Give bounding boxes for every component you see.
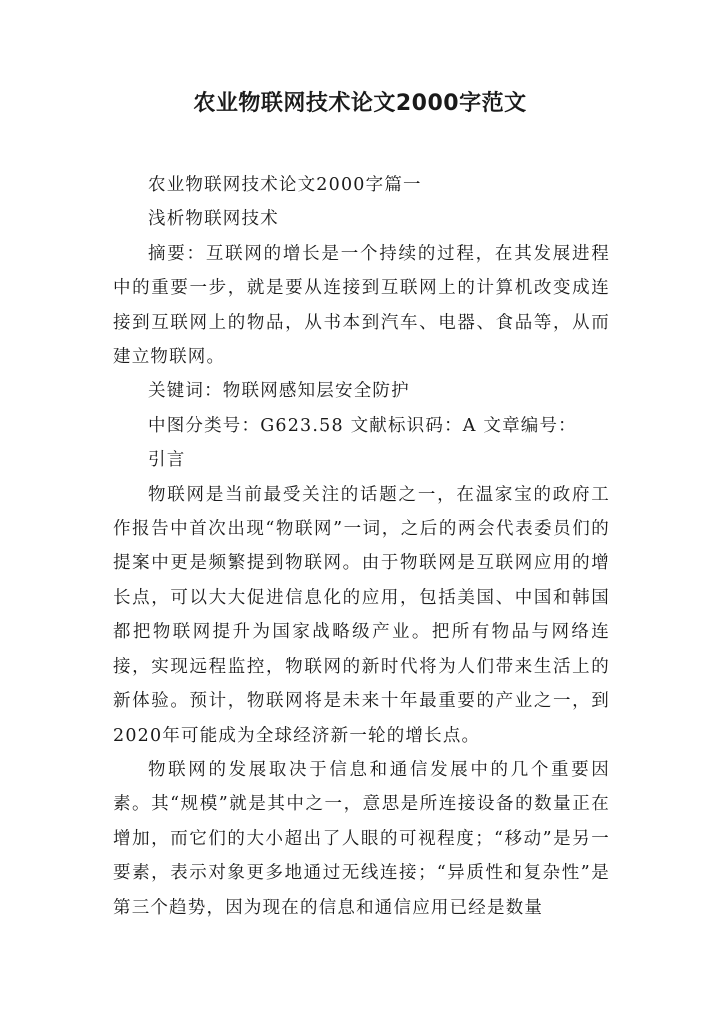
paragraph-introduction-heading: 引言 (148, 450, 186, 471)
document-body (113, 168, 610, 925)
paragraph-body: 物联网的发展取决于信息和通信发展中的几个重要因素。其“规模”就是其中之一，意思是所连接设备的数量正在增加，而它们的大小超出了人眼的可视程度；“移动”是另一要素，表示对象更多地通过无线连接；“异质性和复杂性”是第三个趋势，因为现在的信息和通信应用已经是数量 (113, 759, 610, 918)
paragraph-classification: 中图分类号：G623.58 文献标识码：A 文章编号： (148, 415, 577, 436)
paragraph-subtitle: 浅析物联网技术 (148, 209, 279, 230)
paragraph-heading: 农业物联网技术论文2000字篇一 (148, 175, 422, 195)
paragraph-abstract: 摘要：互联网的增长是一个持续的过程，在其发展进程中的重要一步，就是要从连接到互联网上的计算机改变成连接到互联网上的物品，从书本到汽车、电器、食品等，从而建立物联网。 (113, 243, 610, 368)
paragraph-keywords: 关键词：物联网感知层安全防护 (148, 381, 410, 402)
document-title: 农业物联网技术论文2000字范文 (193, 91, 527, 116)
paragraph-body: 物联网是当前最受关注的话题之一，在温家宝的政府工作报告中首次出现“物联网”一词，之后的两会代表委员们的提案中更是频繁提到物联网。由于物联网是互联网应用的增长点，可以大大促进信息化的应用，包括美国、中国和韩国都把物联网提升为国家战略级产业。把所有物品与网络连接，实现远程监控，物联网的新时代将为人们带来生活上的新体验。预计，物联网将是未来十年最重要的产业之一，到2020年可能成为全球经济新一轮的增长点。 (113, 484, 610, 746)
